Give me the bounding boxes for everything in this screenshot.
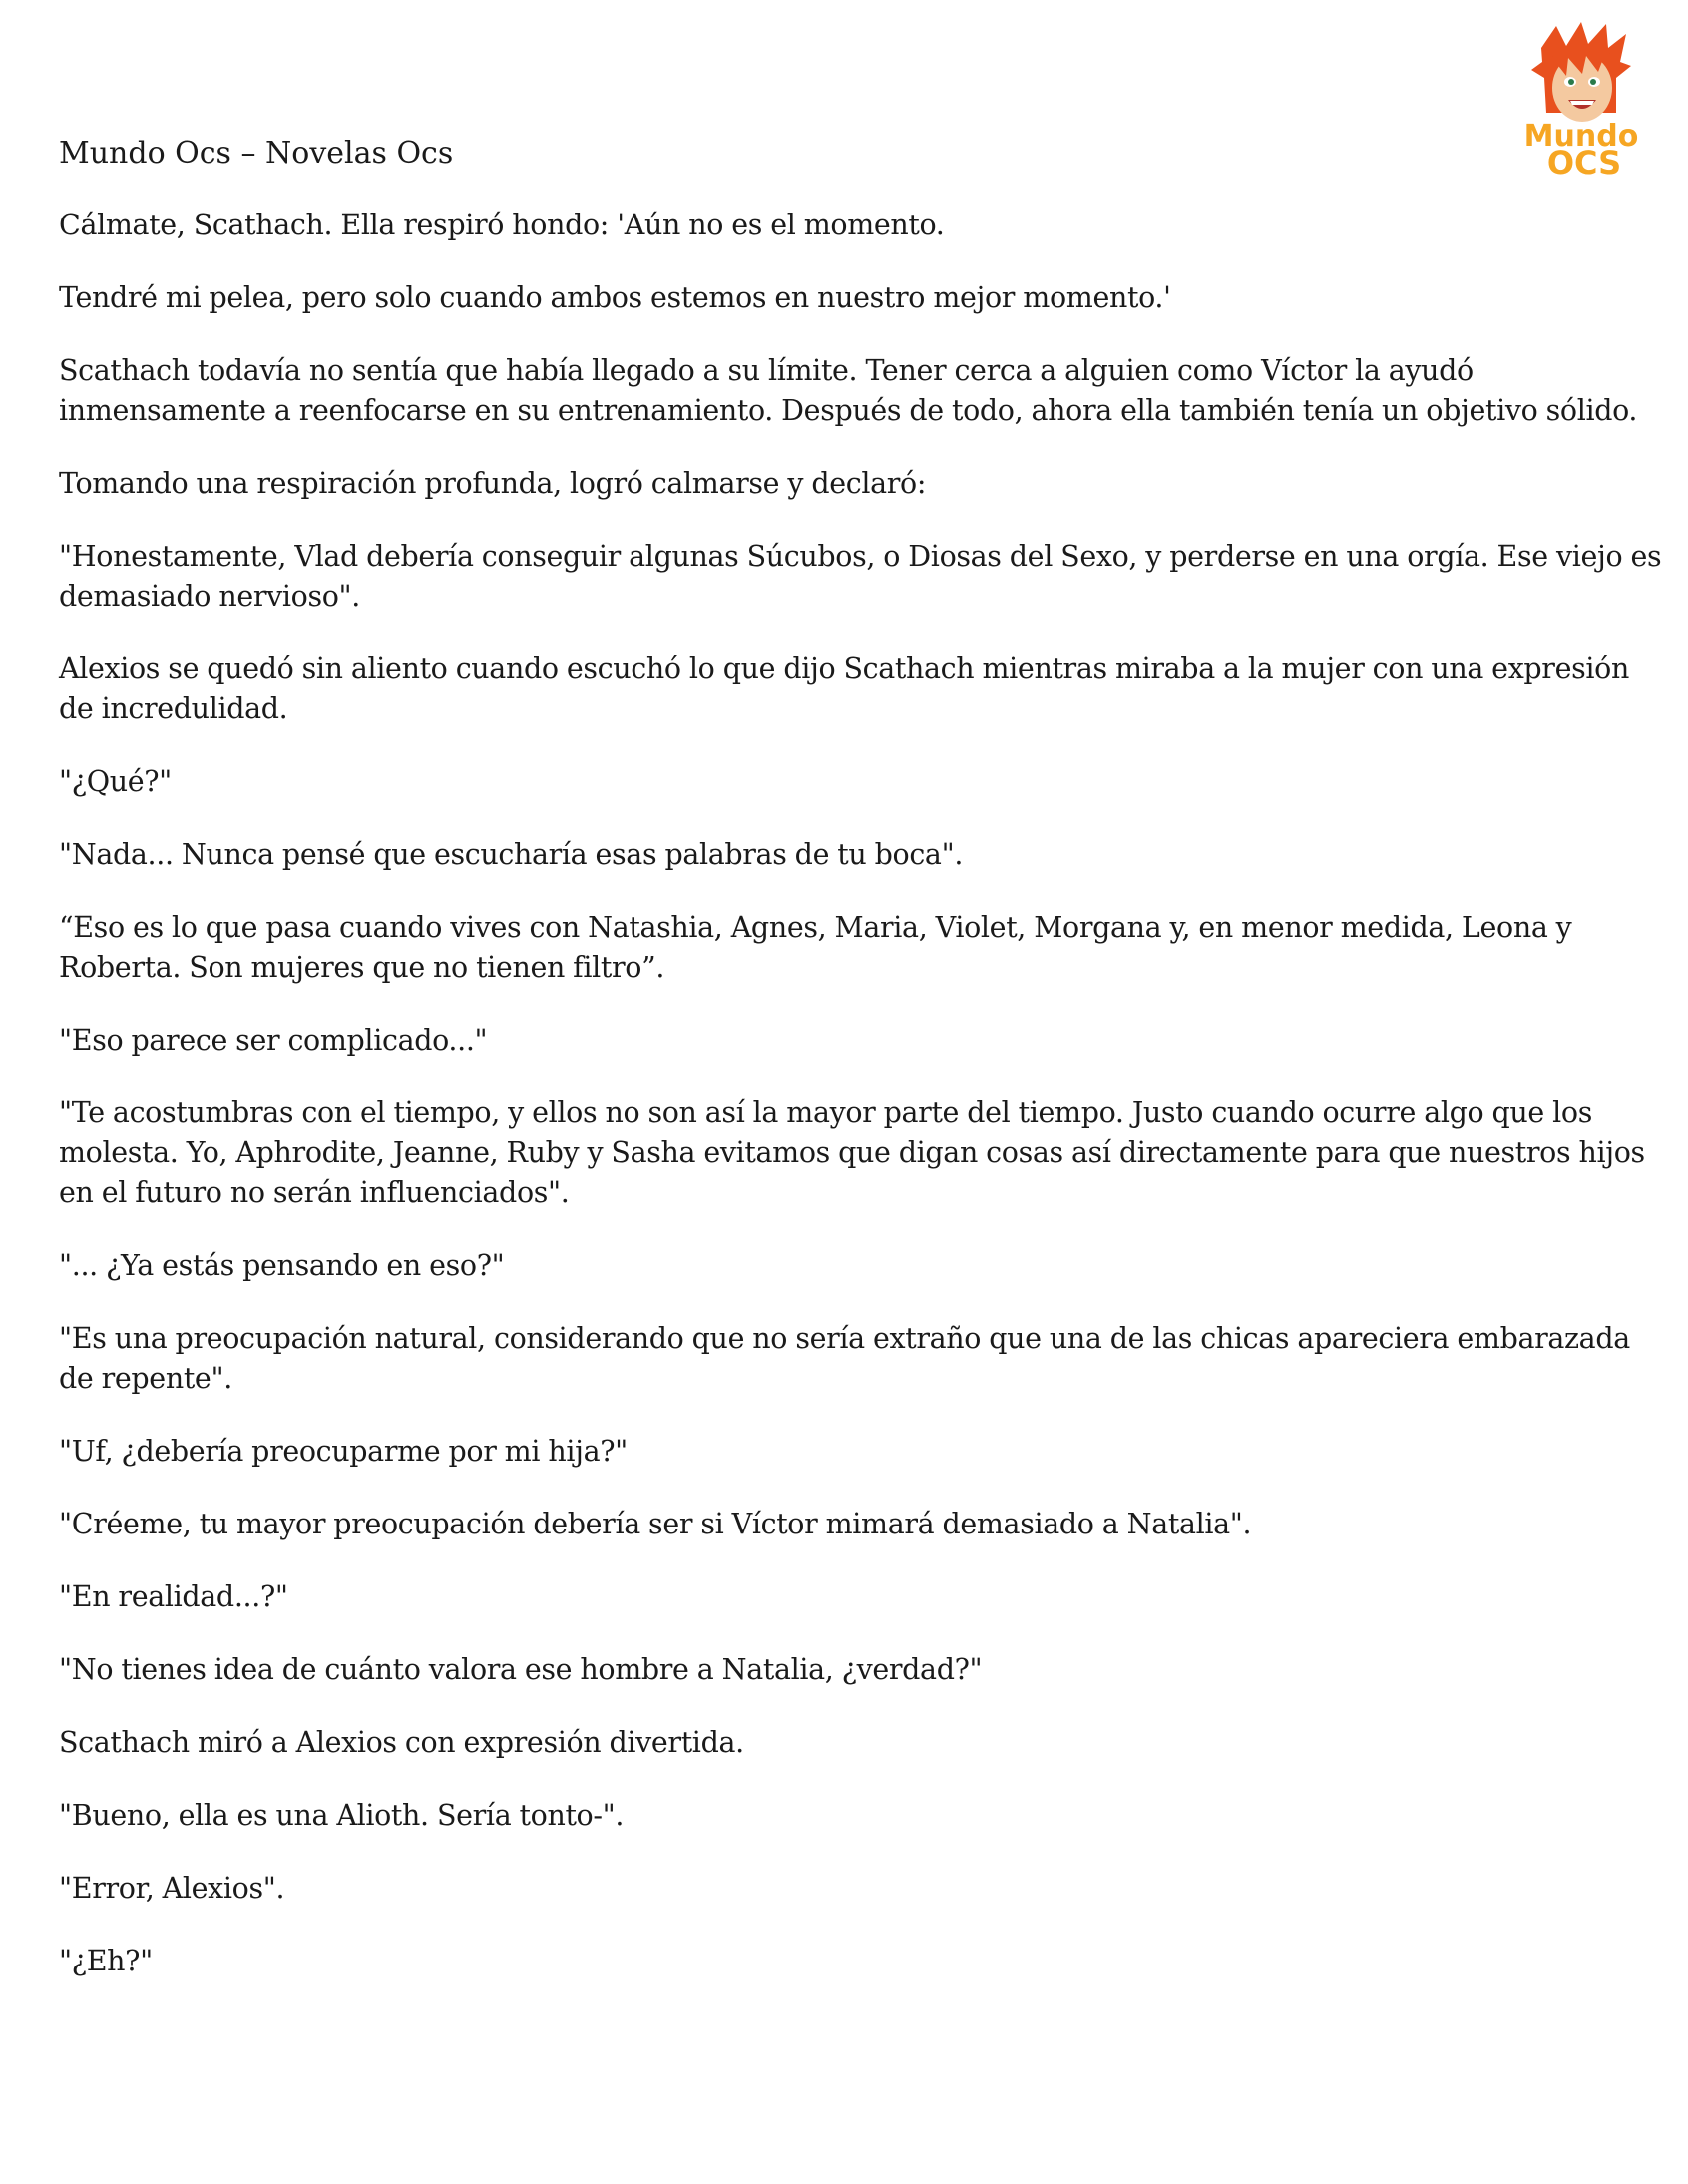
paragraph-line: de incredulidad. [59, 692, 288, 725]
paragraph [59, 1723, 1635, 1763]
paragraph [59, 1942, 1635, 1981]
paragraph [59, 1577, 1635, 1617]
paragraph [59, 1432, 1635, 1472]
svg-text:OCS: OCS [1546, 144, 1622, 178]
document-body [59, 206, 1662, 2014]
paragraph [59, 351, 1638, 431]
paragraph-line: "¿Eh?" [59, 1945, 153, 1977]
paragraph-line: Alexios se quedó sin aliento cuando escuchó lo que dijo Scathach mientras miraba a la mujer con una expresión [59, 653, 1629, 685]
mundo-ocs-logo [1496, 18, 1666, 178]
paragraph-line: "Eso parece ser complicado..." [59, 1024, 488, 1057]
svg-text:Mundo: Mundo [1523, 119, 1639, 154]
paragraph [59, 537, 1662, 617]
paragraph [59, 908, 1635, 988]
paragraph [59, 650, 1635, 729]
paragraph-line: "No tienes idea de cuánto valora ese hombre a Natalia, ¿verdad?" [59, 1653, 983, 1686]
paragraph [59, 278, 1635, 318]
paragraph-line: molesta. Yo, Aphrodite, Jeanne, Ruby y Sasha evitamos que digan cosas así directamente para que nuestros hijos [59, 1136, 1645, 1169]
paragraph-line: “Eso es lo que pasa cuando vives con Natashia, Agnes, Maria, Violet, Morgana y, en menor medida, Leona y [59, 911, 1572, 944]
paragraph-line: "Es una preocupación natural, considerando que no sería extraño que una de las chicas apareciera embarazada [59, 1322, 1630, 1355]
paragraph [59, 206, 1635, 245]
paragraph-line: Tomando una respiración profunda, logró calmarse y declaró: [59, 467, 927, 500]
paragraph-line: "... ¿Ya estás pensando en eso?" [59, 1249, 505, 1282]
paragraph-line: "En realidad...?" [59, 1580, 288, 1613]
paragraph-line: Tendré mi pelea, pero solo cuando ambos estemos en nuestro mejor momento.' [59, 281, 1171, 314]
paragraph [59, 1796, 1635, 1836]
paragraph-line: "Uf, ¿debería preocuparme por mi hija?" [59, 1435, 628, 1468]
paragraph-line: "Nada... Nunca pensé que escucharía esas palabras de tu boca". [59, 838, 964, 871]
paragraph [59, 762, 1635, 802]
page-header: Mundo Ocs – Novelas Ocs [59, 136, 454, 171]
paragraph-line: Scathach todavía no sentía que había llegado a su límite. Tener cerca a alguien como Víctor la ayudó [59, 354, 1474, 387]
paragraph [59, 1650, 1635, 1690]
paragraph [59, 1246, 1635, 1286]
paragraph [59, 1505, 1635, 1544]
paragraph-line: "Error, Alexios". [59, 1872, 285, 1905]
paragraph-line: inmensamente a reenfocarse en su entrenamiento. Después de todo, ahora ella también tenía un objetivo sólido. [59, 394, 1638, 427]
paragraph [59, 1319, 1635, 1399]
paragraph-line: Roberta. Son mujeres que no tienen filtro”. [59, 951, 665, 984]
paragraph-line: "Créeme, tu mayor preocupación debería ser si Víctor mimará demasiado a Natalia". [59, 1508, 1252, 1540]
paragraph [59, 1869, 1635, 1909]
paragraph-line: "Honestamente, Vlad debería conseguir algunas Súcubos, o Diosas del Sexo, y perderse en una orgía. Ese viejo es [59, 540, 1662, 573]
paragraph-line: en el futuro no serán influenciados". [59, 1176, 570, 1209]
paragraph-line: Scathach miró a Alexios con expresión divertida. [59, 1726, 744, 1759]
paragraph [59, 835, 1635, 875]
paragraph-line: Cálmate, Scathach. Ella respiró hondo: 'Aún no es el momento. [59, 209, 945, 241]
paragraph [59, 1021, 1635, 1061]
paragraph-line: demasiado nervioso". [59, 580, 360, 613]
paragraph-line: "Bueno, ella es una Alioth. Sería tonto-". [59, 1799, 625, 1832]
paragraph-line: "Te acostumbras con el tiempo, y ellos no son así la mayor parte del tiempo. Justo cuando ocurre algo que los [59, 1096, 1592, 1129]
paragraph [59, 1093, 1645, 1213]
paragraph [59, 464, 1635, 504]
paragraph-line: de repente". [59, 1362, 232, 1395]
paragraph-line: "¿Qué?" [59, 765, 172, 798]
